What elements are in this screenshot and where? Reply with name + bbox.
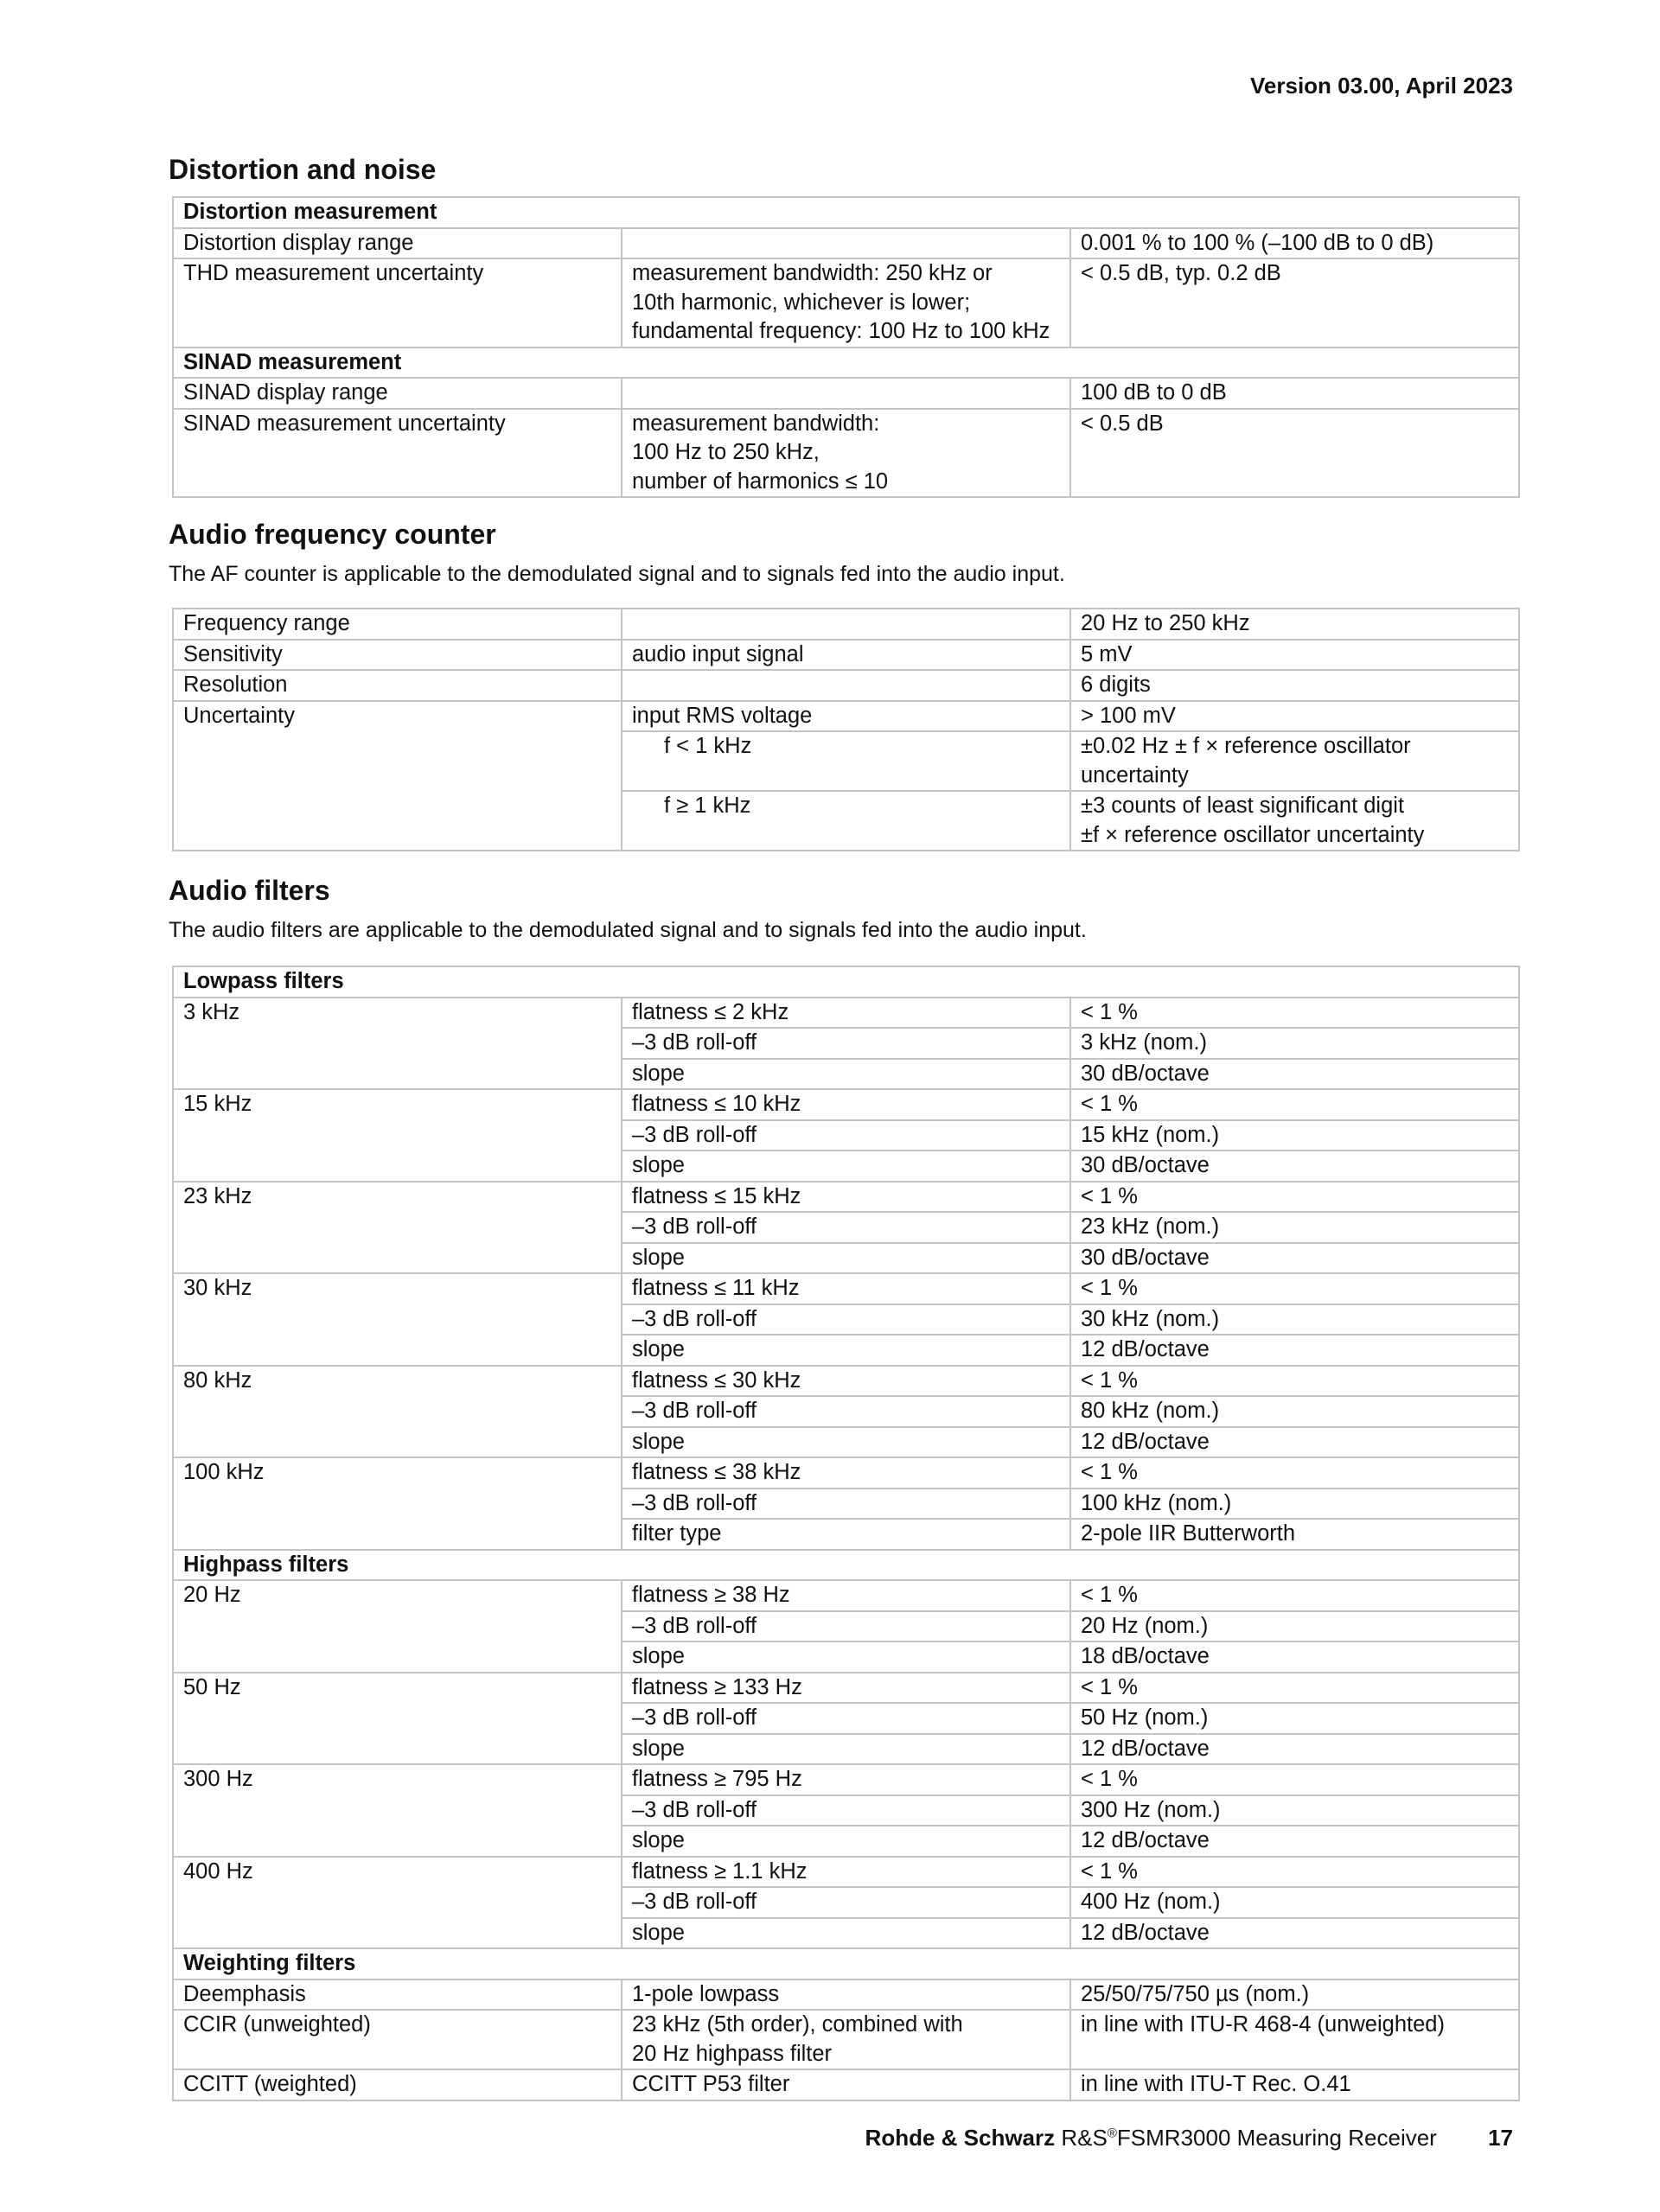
table-section-row <box>173 1948 1519 1979</box>
value-cell: 12 dB/octave <box>1070 1826 1519 1857</box>
condition-cell: 1-pole lowpass <box>622 1979 1070 2011</box>
condition-cell: –3 dB roll-off <box>622 1396 1070 1427</box>
registered-mark: ® <box>1107 2126 1117 2141</box>
condition-cell: flatness ≥ 133 Hz <box>622 1673 1070 1704</box>
value-cell: 30 dB/octave <box>1070 1243 1519 1274</box>
value-cell: < 0.5 dB <box>1070 409 1519 498</box>
parameter-cell: Resolution <box>173 670 622 701</box>
value-cell: 12 dB/octave <box>1070 1734 1519 1765</box>
parameter-cell: 100 kHz <box>173 1457 622 1550</box>
condition-cell: filter type <box>622 1519 1070 1550</box>
table-row <box>173 998 1519 1029</box>
value-cell: 30 dB/octave <box>1070 1151 1519 1182</box>
section-heading: Distortion measurement <box>173 197 1519 228</box>
section-heading: SINAD measurement <box>173 347 1519 379</box>
parameter-cell: SINAD display range <box>173 378 622 409</box>
page-footer <box>865 2125 1513 2151</box>
condition-cell: slope <box>622 1059 1070 1090</box>
section-title-af-counter: Audio frequency counter <box>169 519 496 550</box>
parameter-cell: THD measurement uncertainty <box>173 258 622 347</box>
condition-cell: f ≥ 1 kHz <box>622 791 1070 851</box>
table-row <box>173 1273 1519 1304</box>
value-cell: 12 dB/octave <box>1070 1335 1519 1366</box>
value-cell: 20 Hz (nom.) <box>1070 1611 1519 1642</box>
condition-cell: flatness ≤ 38 kHz <box>622 1457 1070 1488</box>
parameter-cell: Sensitivity <box>173 640 622 671</box>
section-title-audio-filters: Audio filters <box>169 875 330 906</box>
condition-cell: –3 dB roll-off <box>622 1611 1070 1642</box>
table-row <box>173 1857 1519 1888</box>
af-counter-table <box>172 608 1520 851</box>
value-cell: 30 kHz (nom.) <box>1070 1304 1519 1335</box>
parameter-cell: CCITT (weighted) <box>173 2069 622 2100</box>
value-cell: 15 kHz (nom.) <box>1070 1120 1519 1151</box>
value-cell: < 1 % <box>1070 1273 1519 1304</box>
parameter-cell: 30 kHz <box>173 1273 622 1366</box>
value-cell: 100 kHz (nom.) <box>1070 1488 1519 1520</box>
condition-cell: audio input signal <box>622 640 1070 671</box>
condition-cell: –3 dB roll-off <box>622 1212 1070 1243</box>
parameter-cell: 15 kHz <box>173 1089 622 1182</box>
condition-cell: slope <box>622 1734 1070 1765</box>
condition-cell: –3 dB roll-off <box>622 1887 1070 1918</box>
condition-cell: slope <box>622 1826 1070 1857</box>
condition-cell <box>622 670 1070 701</box>
value-cell: 12 dB/octave <box>1070 1427 1519 1458</box>
condition-cell: flatness ≤ 11 kHz <box>622 1273 1070 1304</box>
value-cell: < 1 % <box>1070 1673 1519 1704</box>
value-cell: 100 dB to 0 dB <box>1070 378 1519 409</box>
table-row <box>173 609 1519 640</box>
table-row <box>173 640 1519 671</box>
value-cell: ±3 counts of least significant digit ±f × reference oscillator uncertainty <box>1070 791 1519 851</box>
value-cell: 80 kHz (nom.) <box>1070 1396 1519 1427</box>
value-cell: 12 dB/octave <box>1070 1918 1519 1949</box>
parameter-cell: 23 kHz <box>173 1182 622 1274</box>
value-cell: < 1 % <box>1070 998 1519 1029</box>
condition-cell: flatness ≥ 38 Hz <box>622 1580 1070 1611</box>
parameter-cell: 20 Hz <box>173 1580 622 1673</box>
value-cell: < 0.5 dB, typ. 0.2 dB <box>1070 258 1519 347</box>
table-row <box>173 670 1519 701</box>
value-cell: 3 kHz (nom.) <box>1070 1028 1519 1059</box>
parameter-cell: Deemphasis <box>173 1979 622 2011</box>
footer-product-prefix: R&S <box>1061 2125 1108 2151</box>
parameter-cell: 300 Hz <box>173 1764 622 1857</box>
table-row <box>173 1580 1519 1611</box>
condition-cell: input RMS voltage <box>622 701 1070 732</box>
condition-cell: flatness ≤ 10 kHz <box>622 1089 1070 1120</box>
value-cell: 50 Hz (nom.) <box>1070 1703 1519 1734</box>
footer-company: Rohde & Schwarz <box>865 2125 1056 2151</box>
condition-cell <box>622 228 1070 259</box>
table-row <box>173 378 1519 409</box>
table-row <box>173 2010 1519 2069</box>
document-version: Version 03.00, April 2023 <box>1250 73 1513 99</box>
value-cell: 6 digits <box>1070 670 1519 701</box>
table-row <box>173 1366 1519 1397</box>
section-heading: Highpass filters <box>173 1550 1519 1581</box>
value-cell: in line with ITU-R 468-4 (unweighted) <box>1070 2010 1519 2069</box>
table-section-row <box>173 1550 1519 1581</box>
audio-filters-table <box>172 966 1520 2101</box>
parameter-cell: Uncertainty <box>173 701 622 851</box>
value-cell: 0.001 % to 100 % (–100 dB to 0 dB) <box>1070 228 1519 259</box>
table-section-row <box>173 347 1519 379</box>
table-row <box>173 1089 1519 1120</box>
page-number: 17 <box>1488 2125 1513 2151</box>
condition-cell: flatness ≤ 30 kHz <box>622 1366 1070 1397</box>
condition-cell: measurement bandwidth: 250 kHz or 10th harmonic, whichever is lower; fundamental frequency: 100 Hz to 100 kHz <box>622 258 1070 347</box>
condition-cell: –3 dB roll-off <box>622 1703 1070 1734</box>
condition-cell: slope <box>622 1335 1070 1366</box>
value-cell: < 1 % <box>1070 1089 1519 1120</box>
parameter-cell: 80 kHz <box>173 1366 622 1458</box>
section-heading: Weighting filters <box>173 1948 1519 1979</box>
condition-cell: slope <box>622 1918 1070 1949</box>
value-cell: 2-pole IIR Butterworth <box>1070 1519 1519 1550</box>
table-row <box>173 1182 1519 1213</box>
table-row <box>173 228 1519 259</box>
condition-cell: –3 dB roll-off <box>622 1120 1070 1151</box>
table-section-row <box>173 197 1519 228</box>
value-cell: < 1 % <box>1070 1366 1519 1397</box>
condition-cell: flatness ≤ 2 kHz <box>622 998 1070 1029</box>
value-cell: < 1 % <box>1070 1182 1519 1213</box>
parameter-cell: 50 Hz <box>173 1673 622 1765</box>
af-counter-intro: The AF counter is applicable to the demodulated signal and to signals fed into the audio input. <box>169 562 1065 586</box>
parameter-cell: SINAD measurement uncertainty <box>173 409 622 498</box>
condition-cell: f < 1 kHz <box>622 731 1070 791</box>
condition-cell: 23 kHz (5th order), combined with 20 Hz highpass filter <box>622 2010 1070 2069</box>
value-cell: in line with ITU-T Rec. O.41 <box>1070 2069 1519 2100</box>
table-row <box>173 2069 1519 2100</box>
value-cell: < 1 % <box>1070 1857 1519 1888</box>
value-cell: > 100 mV <box>1070 701 1519 732</box>
section-title-distortion: Distortion and noise <box>169 154 437 185</box>
parameter-cell: CCIR (unweighted) <box>173 2010 622 2069</box>
condition-cell: –3 dB roll-off <box>622 1028 1070 1059</box>
distortion-table <box>172 196 1520 498</box>
condition-cell: –3 dB roll-off <box>622 1304 1070 1335</box>
condition-cell: CCITT P53 filter <box>622 2069 1070 2100</box>
table-row <box>173 1673 1519 1704</box>
value-cell: 5 mV <box>1070 640 1519 671</box>
parameter-cell: Distortion display range <box>173 228 622 259</box>
condition-cell: –3 dB roll-off <box>622 1488 1070 1520</box>
value-cell: ±0.02 Hz ± f × reference oscillator uncertainty <box>1070 731 1519 791</box>
condition-cell: slope <box>622 1243 1070 1274</box>
audio-filters-intro: The audio filters are applicable to the demodulated signal and to signals fed into the audio input. <box>169 918 1087 942</box>
table-section-row <box>173 966 1519 998</box>
parameter-cell: Frequency range <box>173 609 622 640</box>
condition-cell: –3 dB roll-off <box>622 1795 1070 1826</box>
value-cell: 300 Hz (nom.) <box>1070 1795 1519 1826</box>
value-cell: < 1 % <box>1070 1457 1519 1488</box>
condition-cell: flatness ≤ 15 kHz <box>622 1182 1070 1213</box>
condition-cell: flatness ≥ 795 Hz <box>622 1764 1070 1795</box>
condition-cell: slope <box>622 1427 1070 1458</box>
value-cell: < 1 % <box>1070 1580 1519 1611</box>
value-cell: 30 dB/octave <box>1070 1059 1519 1090</box>
table-row <box>173 1764 1519 1795</box>
table-row <box>173 409 1519 498</box>
footer-product: FSMR3000 Measuring Receiver <box>1116 2125 1437 2151</box>
value-cell: 25/50/75/750 µs (nom.) <box>1070 1979 1519 2011</box>
section-heading: Lowpass filters <box>173 966 1519 998</box>
condition-cell <box>622 609 1070 640</box>
parameter-cell: 400 Hz <box>173 1857 622 1949</box>
value-cell: 20 Hz to 250 kHz <box>1070 609 1519 640</box>
parameter-cell: 3 kHz <box>173 998 622 1090</box>
table-row <box>173 701 1519 732</box>
value-cell: 18 dB/octave <box>1070 1641 1519 1673</box>
condition-cell: measurement bandwidth: 100 Hz to 250 kHz, number of harmonics ≤ 10 <box>622 409 1070 498</box>
value-cell: < 1 % <box>1070 1764 1519 1795</box>
condition-cell: flatness ≥ 1.1 kHz <box>622 1857 1070 1888</box>
condition-cell <box>622 378 1070 409</box>
condition-cell: slope <box>622 1641 1070 1673</box>
table-row <box>173 1979 1519 2011</box>
condition-cell: slope <box>622 1151 1070 1182</box>
value-cell: 400 Hz (nom.) <box>1070 1887 1519 1918</box>
table-row <box>173 258 1519 347</box>
table-row <box>173 1457 1519 1488</box>
value-cell: 23 kHz (nom.) <box>1070 1212 1519 1243</box>
